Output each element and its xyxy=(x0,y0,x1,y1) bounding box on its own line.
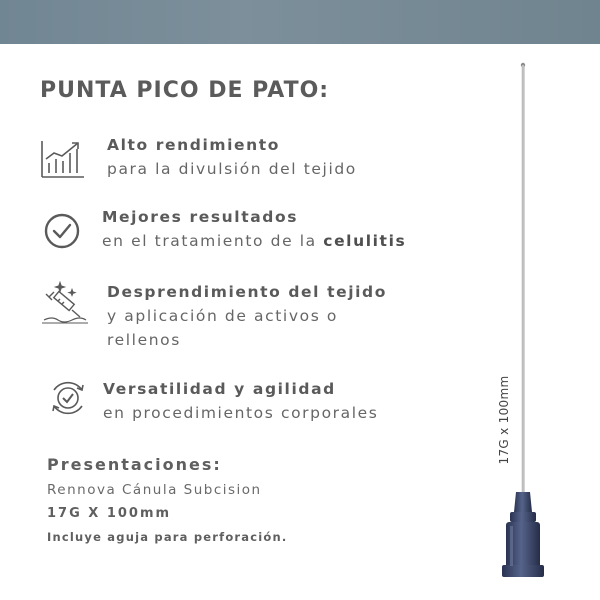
feature-description xyxy=(102,229,442,253)
product-name: Rennova Cánula Subcision xyxy=(47,482,262,498)
syringe-icon xyxy=(42,280,88,328)
product-note: Incluye aguja para perforación. xyxy=(47,530,288,544)
top-banner xyxy=(0,0,600,44)
feature-description: en procedimientos corporales xyxy=(103,404,379,422)
presentations-title: Presentaciones: xyxy=(47,455,222,474)
feature-keyword: celulitis xyxy=(323,232,407,250)
feature-heading: Mejores resultados xyxy=(102,208,299,226)
feature-description-text: en el tratamiento de la xyxy=(102,232,324,250)
feature-description: para la divulsión del tejido xyxy=(107,160,357,178)
product-size: 17G X 100mm xyxy=(47,506,172,521)
needle-size-label: 17G x 100mm xyxy=(497,375,511,465)
feature-description: y aplicación de activos o xyxy=(107,307,338,325)
check-circle-icon xyxy=(42,211,82,255)
feature-description-cont: rellenos xyxy=(107,331,181,349)
cannula-image xyxy=(480,60,570,585)
growth-chart-icon xyxy=(40,139,86,185)
page-title: PUNTA PICO DE PATO: xyxy=(40,78,330,103)
feature-heading: Versatilidad y agilidad xyxy=(103,380,336,398)
cycle-check-icon xyxy=(46,376,90,424)
feature-heading: Desprendimiento del tejido xyxy=(107,283,387,301)
feature-heading: Alto rendimiento xyxy=(107,136,281,154)
presentations-section xyxy=(47,455,287,544)
